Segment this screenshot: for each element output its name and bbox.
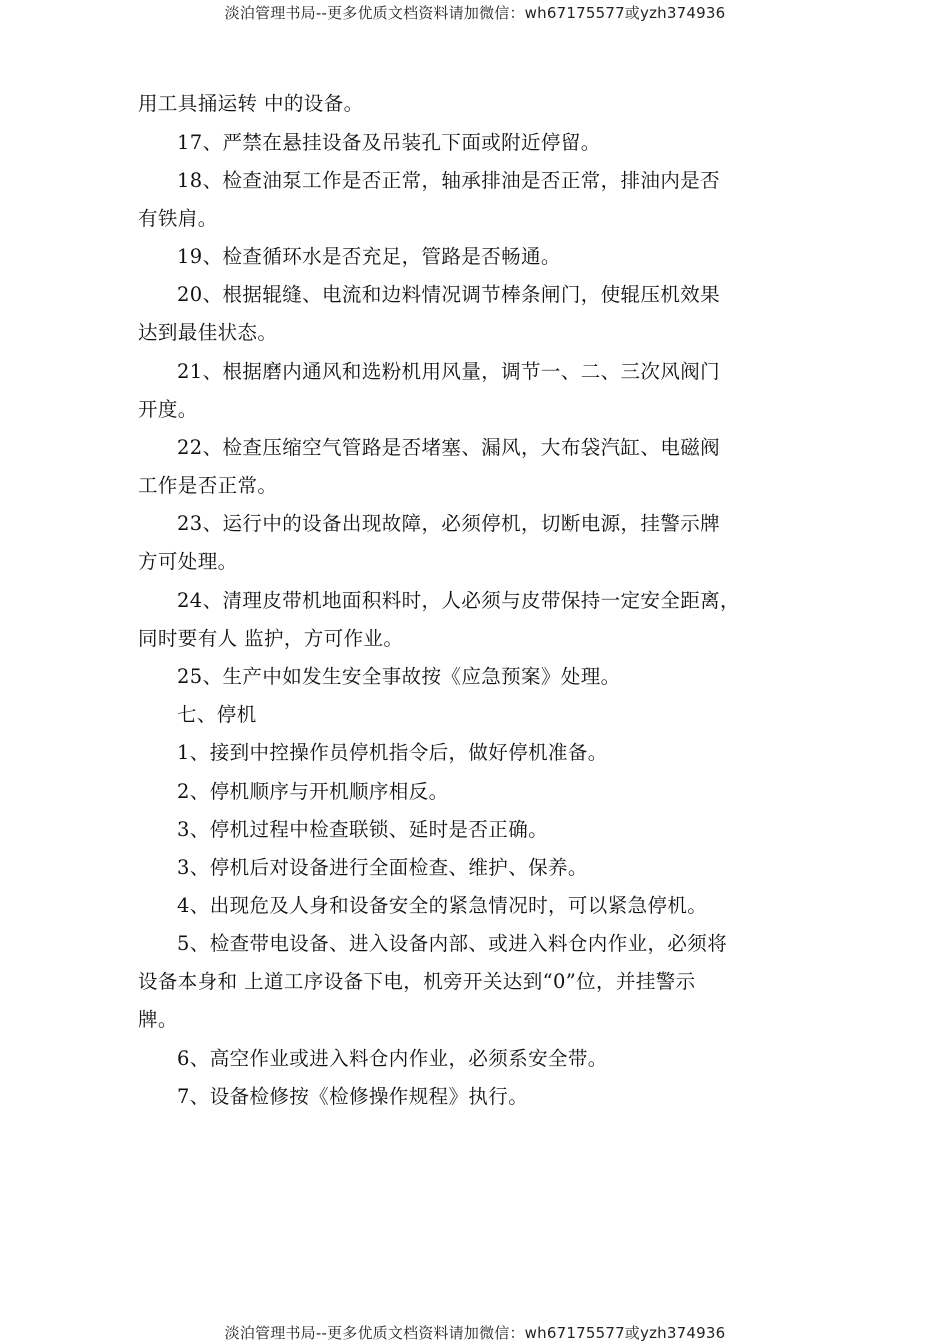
text-line: 17、严禁在悬挂设备及吊装孔下面或附近停留。 <box>177 131 601 154</box>
text-line: 3、停机过程中检查联锁、延时是否正确。 <box>177 818 549 841</box>
text-line: 牌。 <box>138 1008 178 1031</box>
text-line: 18、检查油泵工作是否正常，轴承排油是否正常，排油内是否 <box>177 169 721 192</box>
text-line: 4、出现危及人身和设备安全的紧急情况时，可以紧急停机。 <box>177 894 708 917</box>
text-line: 22、检查压缩空气管路是否堵塞、漏风，大布袋汽缸、电磁阀 <box>177 436 721 459</box>
header-watermark-note: 淡泊管理书局--更多优质文档资料请加微信：wh67175577或yzh374936 <box>224 4 726 22</box>
text-line: 方可处理。 <box>138 550 238 573</box>
text-line: 23、运行中的设备出现故障，必须停机，切断电源，挂警示牌 <box>177 512 721 535</box>
text-line: 3、停机后对设备进行全面检查、维护、保养。 <box>177 856 588 879</box>
section-heading: 七、停机 <box>177 703 257 726</box>
text-line: 有铁肩。 <box>138 207 218 230</box>
text-line: 用工具捅运转 中的设备。 <box>138 92 364 115</box>
text-line: 7、设备检修按《检修操作规程》执行。 <box>177 1085 529 1108</box>
text-line: 20、根据辊缝、电流和边料情况调节棒条闸门，使辊压机效果 <box>177 283 721 306</box>
text-line: 同时要有人 监护，方可作业。 <box>138 627 404 650</box>
text-line: 25、生产中如发生安全事故按《应急预案》处理。 <box>177 665 621 688</box>
text-line: 21、根据磨内通风和选粉机用风量，调节一、二、三次风阀门 <box>177 360 721 383</box>
text-line: 24、清理皮带机地面积料时，人必须与皮带保持一定安全距离， <box>177 589 740 612</box>
text-line: 6、高空作业或进入料仓内作业，必须系安全带。 <box>177 1047 608 1070</box>
text-line: 达到最佳状态。 <box>138 321 278 344</box>
footer-watermark-note: 淡泊管理书局--更多优质文档资料请加微信：wh67175577或yzh374936 <box>224 1324 726 1342</box>
text-line: 19、检查循环水是否充足，管路是否畅通。 <box>177 245 561 268</box>
text-line: 1、接到中控操作员停机指令后，做好停机准备。 <box>177 741 608 764</box>
text-line: 设备本身和 上道工序设备下电，机旁开关达到“0”位，并挂警示 <box>138 970 696 993</box>
text-line: 工作是否正常。 <box>138 474 278 497</box>
text-line: 2、停机顺序与开机顺序相反。 <box>177 780 449 803</box>
text-line: 开度。 <box>138 398 198 421</box>
text-line: 5、检查带电设备、进入设备内部、或进入料仓内作业，必须将 <box>177 932 728 955</box>
